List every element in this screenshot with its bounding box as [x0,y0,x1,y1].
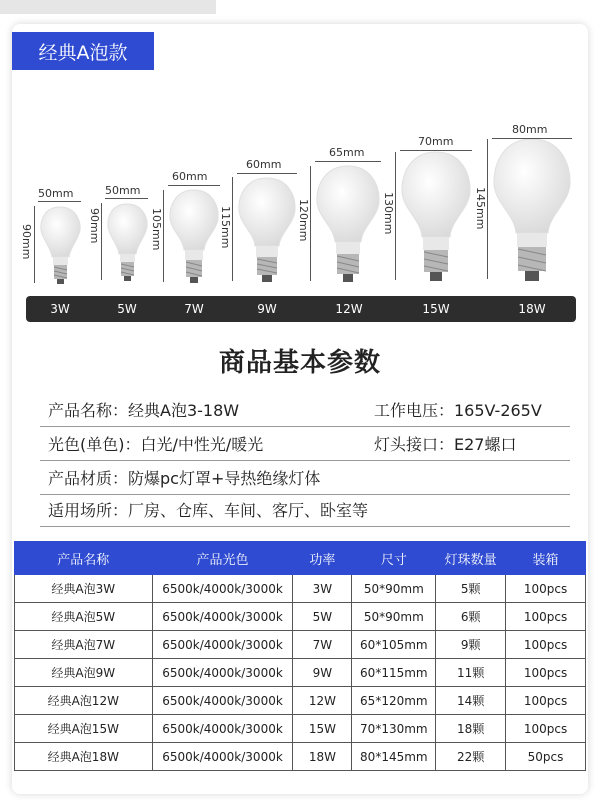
cell-color: 6500k/4000k/3000k [152,687,293,715]
bulb-7w-width-line [168,185,220,186]
cell-led-count: 5颗 [436,575,506,603]
bulb-9w-icon [236,176,298,288]
cell-power: 9W [293,659,352,687]
bulb-7w-height-label: 105mm [150,208,163,251]
table-row [15,715,586,743]
cell-led-count: 22颗 [436,743,506,771]
bulb-15w-icon [399,150,473,288]
cell-name: 经典A泡7W [15,631,153,659]
cell-packing: 100pcs [506,715,586,743]
cell-color: 6500k/4000k/3000k [152,659,293,687]
col-header-size: 尺寸 [352,542,436,575]
bulb-9w-height-label: 115mm [219,206,232,249]
cell-size: 50*90mm [352,603,436,631]
col-header-led-count: 灯珠数量 [436,542,506,575]
params-heading: 商品基本参数 [218,348,381,378]
col-header-power: 功率 [293,542,352,575]
bulb-3w-height-line [34,206,35,283]
watt-label-3w: 3W [50,302,70,316]
table-row [15,603,586,631]
bulb-18w-width-line [492,138,572,139]
bulb-18w-icon [491,137,573,288]
cell-packing: 100pcs [506,603,586,631]
cell-packing: 100pcs [506,659,586,687]
watt-label-7w: 7W [184,302,204,316]
bulb-7w-height-line [163,190,164,282]
cell-led-count: 11颗 [436,659,506,687]
cell-led-count: 18颗 [436,715,506,743]
cell-size: 65*120mm [352,687,436,715]
param-material: 产品材质：防爆pc灯罩+导热绝缘灯体 [48,469,321,488]
table-row [15,659,586,687]
cell-name: 经典A泡3W [15,575,153,603]
table-row [15,743,586,771]
cell-size: 50*90mm [352,575,436,603]
bulb-18w-height-label: 145mm [474,187,487,230]
bulb-12w [314,164,382,288]
cell-packing: 100pcs [506,687,586,715]
cell-color: 6500k/4000k/3000k [152,575,293,603]
bulb-3w-icon [38,205,83,290]
table-row [15,687,586,715]
bulb-5w-width-label: 50mm [105,184,141,197]
cell-led-count: 6颗 [436,603,506,631]
cell-led-count: 14颗 [436,687,506,715]
spec-table [14,541,586,771]
cell-power: 15W [293,715,352,743]
watt-label-12w: 12W [335,302,363,316]
bulb-7w-width-label: 60mm [172,170,208,183]
cell-color: 6500k/4000k/3000k [152,715,293,743]
cell-name: 经典A泡15W [15,715,153,743]
bulb-12w-width-label: 65mm [329,146,365,159]
param-row-2 [40,428,570,461]
bulb-15w-width-line [400,150,472,151]
bulb-12w-width-line [315,161,381,162]
cell-packing: 50pcs [506,743,586,771]
bulb-12w-height-label: 120mm [297,199,310,242]
col-header-color: 产品光色 [152,542,293,575]
col-header-packing: 装箱 [506,542,586,575]
bulb-7w [167,188,221,288]
bulb-5w-icon [105,202,150,287]
cell-size: 70*130mm [352,715,436,743]
col-header-name: 产品名称 [15,542,153,575]
cell-power: 5W [293,603,352,631]
bulb-3w-height-label: 90mm [20,224,33,260]
param-lamp-base: 灯头接口：E27螺口 [374,435,517,454]
table-header-row [15,542,586,575]
cell-size: 60*105mm [352,631,436,659]
watt-label-9w: 9W [257,302,277,316]
bulb-15w [399,150,473,288]
bulb-3w-width-line [38,201,81,202]
cell-size: 60*115mm [352,659,436,687]
top-divider-strip [0,0,216,14]
cell-name: 经典A泡18W [15,743,153,771]
bulb-12w-height-line [310,166,311,281]
bulb-12w-icon [314,164,382,288]
bulb-15w-width-label: 70mm [418,135,454,148]
cell-color: 6500k/4000k/3000k [152,743,293,771]
bulb-9w-height-line [232,177,233,281]
cell-packing: 100pcs [506,575,586,603]
param-row-1 [40,394,570,427]
cell-packing: 100pcs [506,631,586,659]
bulb-5w-height-label: 90mm [88,208,101,244]
bulb-9w-width-line [237,173,297,174]
bulb-7w-icon [167,188,221,288]
bulb-3w [38,205,83,290]
cell-led-count: 9颗 [436,631,506,659]
param-voltage: 工作电压：165V-265V [374,401,542,420]
bulb-5w [105,202,150,287]
bulb-9w [236,176,298,288]
cell-power: 3W [293,575,352,603]
bulb-18w [491,137,573,288]
bulb-9w-width-label: 60mm [246,158,282,171]
bulb-5w-height-line [101,203,102,280]
param-row-4 [40,494,570,527]
cell-color: 6500k/4000k/3000k [152,631,293,659]
table-row [15,575,586,603]
cell-power: 7W [293,631,352,659]
bulb-18w-height-line [487,139,488,279]
watt-label-18w: 18W [518,302,546,316]
bulb-5w-width-line [105,198,148,199]
watt-label-5w: 5W [117,302,137,316]
wattage-bar [26,296,576,322]
param-usage: 适用场所：厂房、仓库、车间、客厅、卧室等 [48,501,369,520]
cell-color: 6500k/4000k/3000k [152,603,293,631]
bulb-15w-height-line [395,152,396,280]
param-light-color: 光色(单色)：白光/中性光/暖光 [48,435,264,454]
cell-power: 12W [293,687,352,715]
param-product-name: 产品名称：经典A泡3-18W [48,401,240,420]
bulb-18w-width-label: 80mm [512,123,548,136]
table-row [15,631,586,659]
cell-name: 经典A泡9W [15,659,153,687]
param-row-3 [40,462,570,495]
cell-size: 80*145mm [352,743,436,771]
bulb-15w-height-label: 130mm [382,192,395,235]
cell-power: 18W [293,743,352,771]
cell-name: 经典A泡12W [15,687,153,715]
watt-label-15w: 15W [422,302,450,316]
cell-name: 经典A泡5W [15,603,153,631]
bulb-3w-width-label: 50mm [38,187,74,200]
section-title-banner: 经典A泡款 [12,32,154,70]
